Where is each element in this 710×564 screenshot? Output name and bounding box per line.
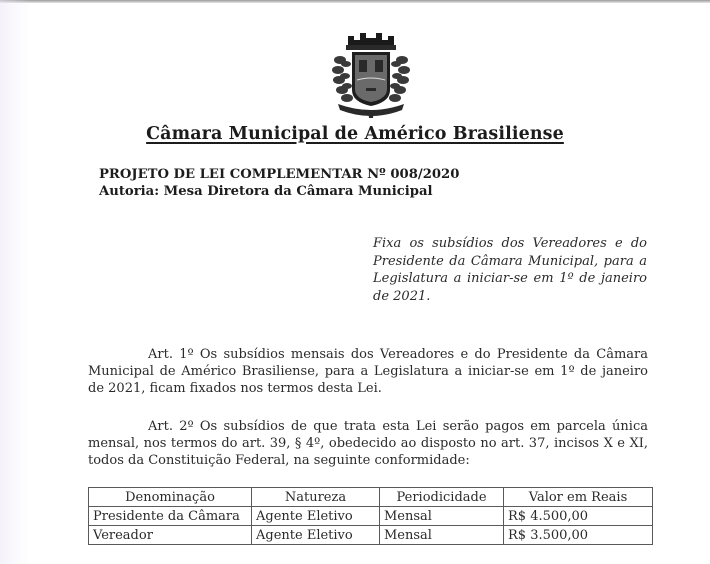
header-natureza: Natureza [252, 488, 380, 507]
bill-summary: Fixa os subsídios dos Vereadores e do Presidente da Câmara Municipal, para a Legislatura a iniciar-se em 1º de janeiro de 2021. [373, 236, 647, 304]
coat-of-arms-icon [330, 30, 412, 118]
cell-denominacao: Vereador [89, 526, 252, 545]
table-row [89, 507, 653, 526]
header-valor: Valor em Reais [504, 488, 653, 507]
article-1-text: Art. 1º Os subsídios mensais dos Vereadores e do Presidente da Câmara Municipal de Américo Brasiliense, para a Legislatura a iniciar-se em 1º de janeiro de 2021, ficam fixados nos termos desta Lei. [88, 347, 648, 396]
article-2 [88, 418, 648, 469]
cell-natureza: Agente Eletivo [252, 507, 380, 526]
table-row [89, 526, 653, 545]
institution-name: Câmara Municipal de Américo Brasiliense [146, 124, 564, 144]
page-top-edge [0, 0, 710, 3]
article-1 [88, 346, 648, 397]
cell-denominacao: Presidente da Câmara [89, 507, 252, 526]
cell-periodicidade: Mensal [380, 507, 504, 526]
cell-natureza: Agente Eletivo [252, 526, 380, 545]
page-left-shade [0, 0, 30, 564]
bill-title: PROJETO DE LEI COMPLEMENTAR Nº 008/2020 [99, 167, 460, 182]
bill-heading [99, 166, 459, 200]
bill-authorship: Autoria: Mesa Diretora da Câmara Municipal [99, 184, 433, 199]
cell-valor: R$ 3.500,00 [504, 526, 653, 545]
header-denominacao: Denominação [89, 488, 252, 507]
institution-title [0, 124, 710, 144]
cell-valor: R$ 4.500,00 [504, 507, 653, 526]
subsidies-table [88, 487, 653, 545]
cell-periodicidade: Mensal [380, 526, 504, 545]
header-periodicidade: Periodicidade [380, 488, 504, 507]
table-header-row [89, 488, 653, 507]
article-2-text: Art. 2º Os subsídios de que trata esta Lei serão pagos em parcela única mensal, nos termos do art. 39, § 4º, obedecido ao disposto no art. 37, incisos X e XI, todos da Constituição Federal, na seguinte conformidade: [88, 419, 648, 468]
